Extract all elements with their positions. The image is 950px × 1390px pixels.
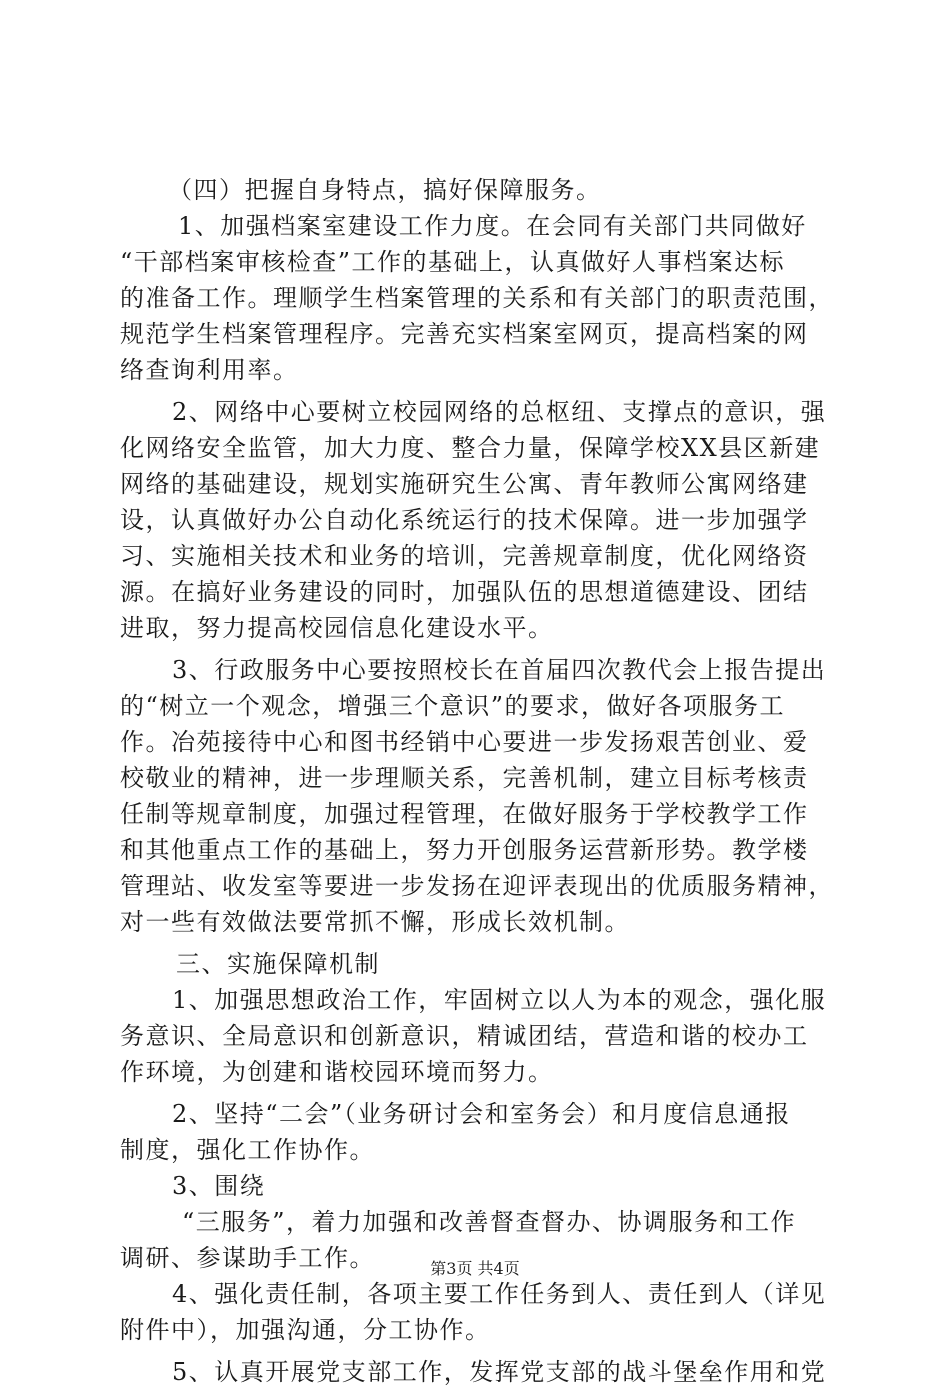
text-line: 管理站、收发室等要进一步发扬在迎评表现出的优质服务精神，	[120, 872, 834, 900]
section-heading: 三、实施保障机制	[176, 950, 380, 978]
text-line: 校敬业的精神，进一步理顺关系，完善机制，建立目标考核责	[120, 764, 809, 792]
text-line: 的准备工作。理顺学生档案管理的关系和有关部门的职责范围，	[120, 284, 834, 312]
text-line: 5、认真开展党支部工作，发挥党支部的战斗堡垒作用和党	[172, 1358, 827, 1386]
text-line: 1、加强思想政治工作，牢固树立以人为本的观念，强化服	[172, 986, 827, 1014]
text-line: 制度，强化工作协作。	[120, 1136, 375, 1164]
text-line: 设，认真做好办公自动化系统运行的技术保障。进一步加强学	[120, 506, 809, 534]
text-line: 3、围绕	[172, 1172, 266, 1200]
text-line: 的“树立一个观念，增强三个意识”的要求，做好各项服务工	[120, 692, 786, 720]
text-line: 3、行政服务中心要按照校长在首届四次教代会上报告提出	[172, 656, 827, 684]
text-line: （四）把握自身特点，搞好保障服务。	[168, 176, 602, 204]
text-line: 规范学生档案管理程序。完善充实档案室网页，提高档案的网	[120, 320, 809, 348]
text-line: 源。在搞好业务建设的同时，加强队伍的思想道德建设、团结	[120, 578, 809, 606]
text-line: 2、网络中心要树立校园网络的总枢纽、支撑点的意识，强	[172, 398, 827, 426]
text-line: 附件中），加强沟通，分工协作。	[120, 1316, 491, 1344]
page-number-footer: 第3页 共4页	[430, 1259, 520, 1278]
text-line: 网络的基础建设，规划实施研究生公寓、青年教师公寓网络建	[120, 470, 809, 498]
text-line: 进取，努力提高校园信息化建设水平。	[120, 614, 554, 642]
text-line: 作环境，为创建和谐校园环境而努力。	[120, 1058, 554, 1086]
text-line: 2、坚持“二会”（业务研讨会和室务会）和月度信息通报	[172, 1100, 791, 1128]
text-line: “干部档案审核检查”工作的基础上，认真做好人事档案达标	[120, 248, 786, 276]
text-line: 务意识、全局意识和创新意识，精诚团结，营造和谐的校办工	[120, 1022, 809, 1050]
text-line: 调研、参谋助手工作。	[120, 1244, 375, 1272]
text-line: 习、实施相关技术和业务的培训，完善规章制度，优化网络资	[120, 542, 809, 570]
text-line: 1、加强档案室建设工作力度。在会同有关部门共同做好	[178, 212, 807, 240]
text-line: “三服务”，着力加强和改善督查督办、协调服务和工作	[182, 1208, 797, 1236]
text-line: 对一些有效做法要常抓不懈，形成长效机制。	[120, 908, 630, 936]
text-line: 和其他重点工作的基础上，努力开创服务运营新形势。教学楼	[120, 836, 809, 864]
text-line: 4、强化责任制，各项主要工作任务到人、责任到人（详见	[172, 1280, 827, 1308]
text-line: 络查询利用率。	[120, 356, 299, 384]
text-line: 作。冶苑接待中心和图书经销中心要进一步发扬艰苦创业、爱	[120, 728, 809, 756]
text-line: 任制等规章制度，加强过程管理，在做好服务于学校教学工作	[120, 800, 809, 828]
text-line: 化网络安全监管，加大力度、整合力量，保障学校XX县区新建	[120, 434, 821, 462]
